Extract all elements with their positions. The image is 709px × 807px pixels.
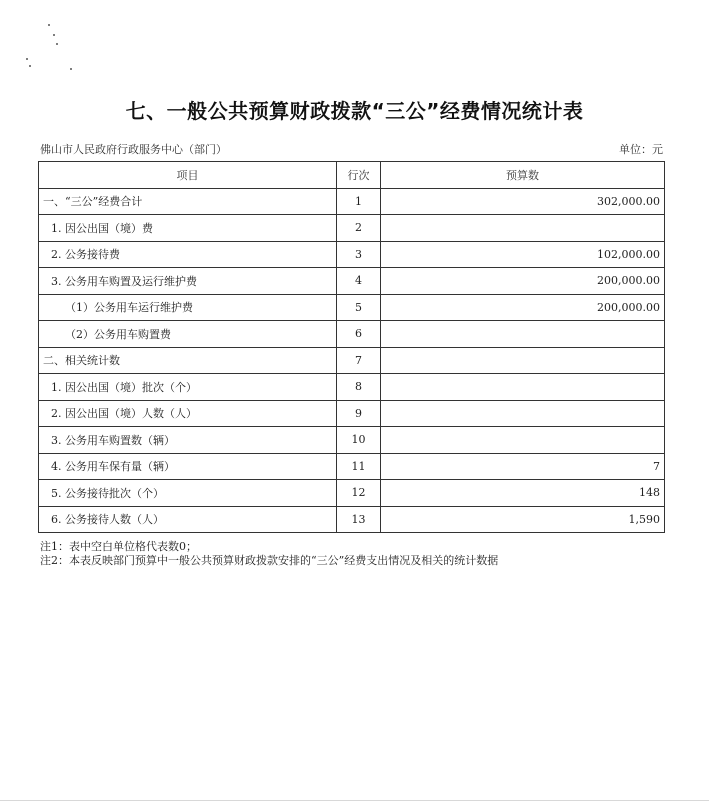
row-amount: 102,000.00 bbox=[381, 241, 665, 268]
row-amount: 1,590 bbox=[381, 506, 665, 533]
row-item: 一、“三公”经费合计 bbox=[39, 188, 337, 215]
row-seq: 5 bbox=[337, 294, 381, 321]
table-row bbox=[39, 215, 665, 242]
row-seq: 12 bbox=[337, 480, 381, 507]
row-item: 二、相关统计数 bbox=[39, 347, 337, 374]
row-seq: 8 bbox=[337, 374, 381, 401]
page-edge-line bbox=[0, 800, 709, 801]
scan-speck bbox=[26, 58, 28, 60]
header-item: 项目 bbox=[39, 162, 337, 189]
table-row bbox=[39, 427, 665, 454]
row-amount bbox=[381, 215, 665, 242]
table-row bbox=[39, 268, 665, 295]
scan-speck bbox=[70, 68, 72, 70]
row-item: 3. 公务用车购置数（辆） bbox=[39, 427, 337, 454]
three-public-expenses-table bbox=[38, 161, 665, 533]
table-row bbox=[39, 294, 665, 321]
row-item: （1）公务用车运行维护费 bbox=[39, 294, 337, 321]
scan-speck bbox=[53, 34, 55, 36]
table-row bbox=[39, 400, 665, 427]
table-row bbox=[39, 480, 665, 507]
row-item: 5. 公务接待批次（个） bbox=[39, 480, 337, 507]
table-row bbox=[39, 347, 665, 374]
department-name: 佛山市人民政府行政服务中心（部门） bbox=[40, 143, 227, 156]
row-item: 6. 公务接待人数（人） bbox=[39, 506, 337, 533]
row-amount: 200,000.00 bbox=[381, 294, 665, 321]
row-amount: 7 bbox=[381, 453, 665, 480]
row-seq: 2 bbox=[337, 215, 381, 242]
row-item: 3. 公务用车购置及运行维护费 bbox=[39, 268, 337, 295]
row-item: 4. 公务用车保有量（辆） bbox=[39, 453, 337, 480]
row-amount bbox=[381, 321, 665, 348]
table-row bbox=[39, 188, 665, 215]
scan-speck bbox=[29, 65, 31, 67]
table-row bbox=[39, 374, 665, 401]
table-row bbox=[39, 241, 665, 268]
row-amount: 148 bbox=[381, 480, 665, 507]
row-seq: 11 bbox=[337, 453, 381, 480]
unit-label: 单位：元 bbox=[619, 143, 663, 156]
row-seq: 3 bbox=[337, 241, 381, 268]
page-title: 七、一般公共预算财政拨款“三公”经费情况统计表 bbox=[125, 99, 584, 123]
row-seq: 1 bbox=[337, 188, 381, 215]
row-amount: 302,000.00 bbox=[381, 188, 665, 215]
row-amount bbox=[381, 347, 665, 374]
row-item: 1. 因公出国（境）费 bbox=[39, 215, 337, 242]
row-seq: 10 bbox=[337, 427, 381, 454]
table-row bbox=[39, 321, 665, 348]
row-seq: 4 bbox=[337, 268, 381, 295]
row-seq: 9 bbox=[337, 400, 381, 427]
table-row bbox=[39, 506, 665, 533]
footnotes bbox=[40, 540, 498, 568]
row-amount bbox=[381, 400, 665, 427]
scan-speck bbox=[48, 24, 50, 26]
row-seq: 7 bbox=[337, 347, 381, 374]
row-item: 2. 公务接待费 bbox=[39, 241, 337, 268]
row-item: （2）公务用车购置费 bbox=[39, 321, 337, 348]
scan-specks bbox=[20, 20, 80, 80]
header-seq: 行次 bbox=[337, 162, 381, 189]
row-seq: 6 bbox=[337, 321, 381, 348]
table-row bbox=[39, 453, 665, 480]
scan-speck bbox=[56, 43, 58, 45]
row-seq: 13 bbox=[337, 506, 381, 533]
row-item: 2. 因公出国（境）人数（人） bbox=[39, 400, 337, 427]
row-amount: 200,000.00 bbox=[381, 268, 665, 295]
row-amount bbox=[381, 374, 665, 401]
row-item: 1. 因公出国（境）批次（个） bbox=[39, 374, 337, 401]
table-header-row bbox=[39, 162, 665, 189]
row-amount bbox=[381, 427, 665, 454]
footnote-1: 注1：表中空白单位格代表数0； bbox=[40, 540, 197, 553]
footnote-2: 注2：本表反映部门预算中一般公共预算财政拨款安排的“三公”经费支出情况及相关的统计数据 bbox=[40, 554, 499, 567]
header-budget: 预算数 bbox=[381, 162, 665, 189]
